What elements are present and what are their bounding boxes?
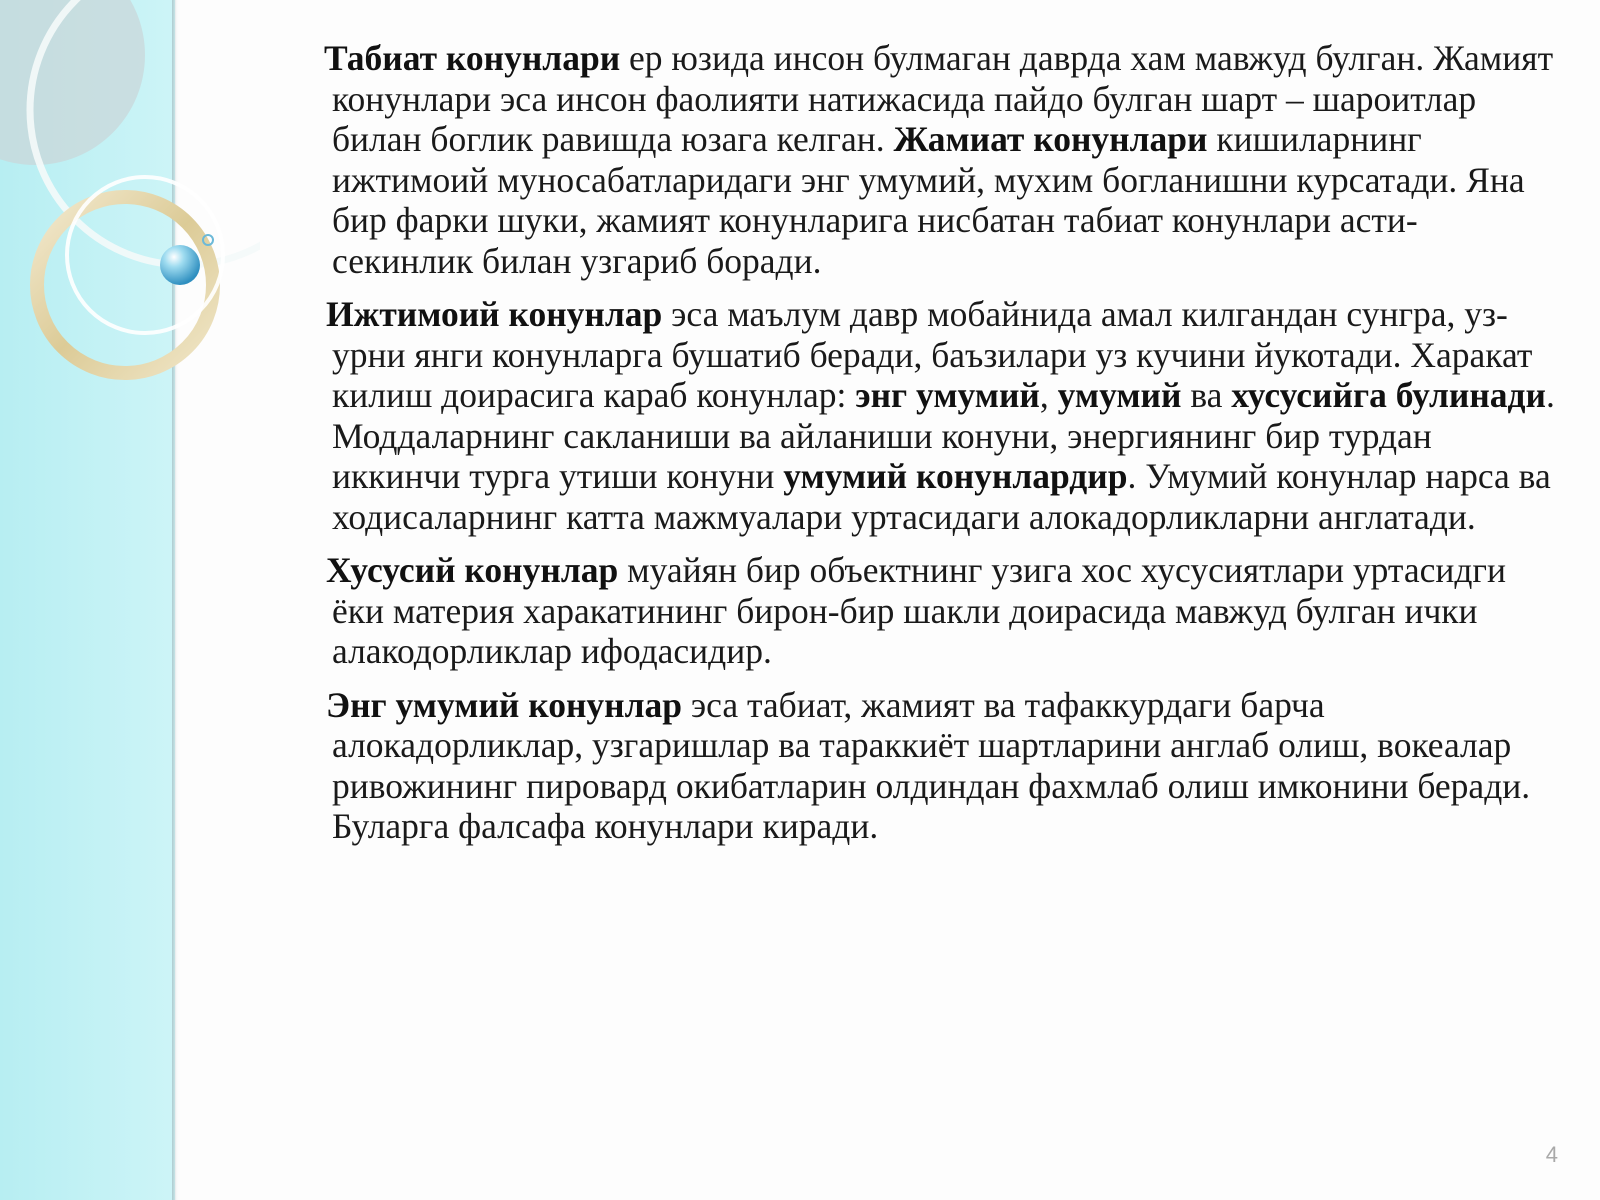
term-society-laws: Жамиат конунлари <box>893 119 1208 159</box>
term-nature-laws: Табиат конунлари <box>324 38 621 78</box>
paragraph-particular-laws <box>318 550 1558 672</box>
text-run: эса табиат, жамият ва тафаккурдаги барча алокадорликлар, узгаришлар ва тараккиёт шартларини англаб олиш, вокеалар ривожининг пировард окибатларин олдиндан фахмлаб олиш имконини беради. Буларга фалсафа конунлари киради. <box>332 684 1531 846</box>
paragraph-most-general-laws <box>318 685 1558 847</box>
term-particular-division: хусусийга булинади <box>1231 375 1546 415</box>
paragraph-nature-laws <box>318 38 1558 281</box>
slide-text-body <box>318 38 1558 860</box>
decorative-rings-graphic <box>0 0 260 420</box>
term-social-laws: Ижтимоий конунлар <box>326 294 663 334</box>
decor-gray-disc <box>0 0 145 165</box>
text-run: ва <box>1181 375 1232 415</box>
page-number: 4 <box>1545 1142 1558 1167</box>
text-run: . Умумий конунлар нарса ва ходисаларнинг катта мажмуалари уртасидаги алокадорликларни англатади. <box>332 456 1551 537</box>
term-general: умумий <box>1057 375 1182 415</box>
decor-blue-bubble <box>160 245 200 285</box>
decor-gold-ring <box>37 197 213 373</box>
text-run: ер юзида инсон булмаган даврда хам мавжуд булган. Жамият конунлари эса инсон фаолияти натижасида пайдо булган шарт – шароитлар билан боглик равишда юзага келган. <box>332 38 1554 159</box>
term-most-general: энг умумий <box>855 375 1040 415</box>
text-run: . Моддаларнинг сакланиши ва айланиши конуни, энергиянинг бир турдан иккинчи турга утиши конуни <box>332 375 1555 496</box>
text-run: муайян бир объектнинг узига хос хусусиятлари уртасидги ёки материя харакатининг бирон-бир шакли доирасида мавжуд булган ички алакодорликлар ифодасидир. <box>332 550 1506 671</box>
text-run: эса маълум давр мобайнида амал килгандан сунгра, уз-урни янги конунларга бушатиб беради, баъзилари уз кучини йукотади. Харакат килиш доирасига караб конунлар: <box>332 294 1533 415</box>
text-run: , <box>1039 375 1058 415</box>
term-particular-laws: Хусусий конунлар <box>326 550 619 590</box>
paragraph-social-laws <box>318 294 1558 537</box>
term-most-general-laws: Энг умумий конунлар <box>326 684 683 725</box>
text-run: кишиларнинг ижтимоий муносабатларидаги энг умумий, мухим богланишни курсатади. Яна бир фарки шуки, жамият конунларига нисбатан табиат конунлари асти-секинлик билан узгариб боради. <box>332 119 1525 281</box>
term-general-laws: умумий конунлардир <box>783 456 1128 496</box>
